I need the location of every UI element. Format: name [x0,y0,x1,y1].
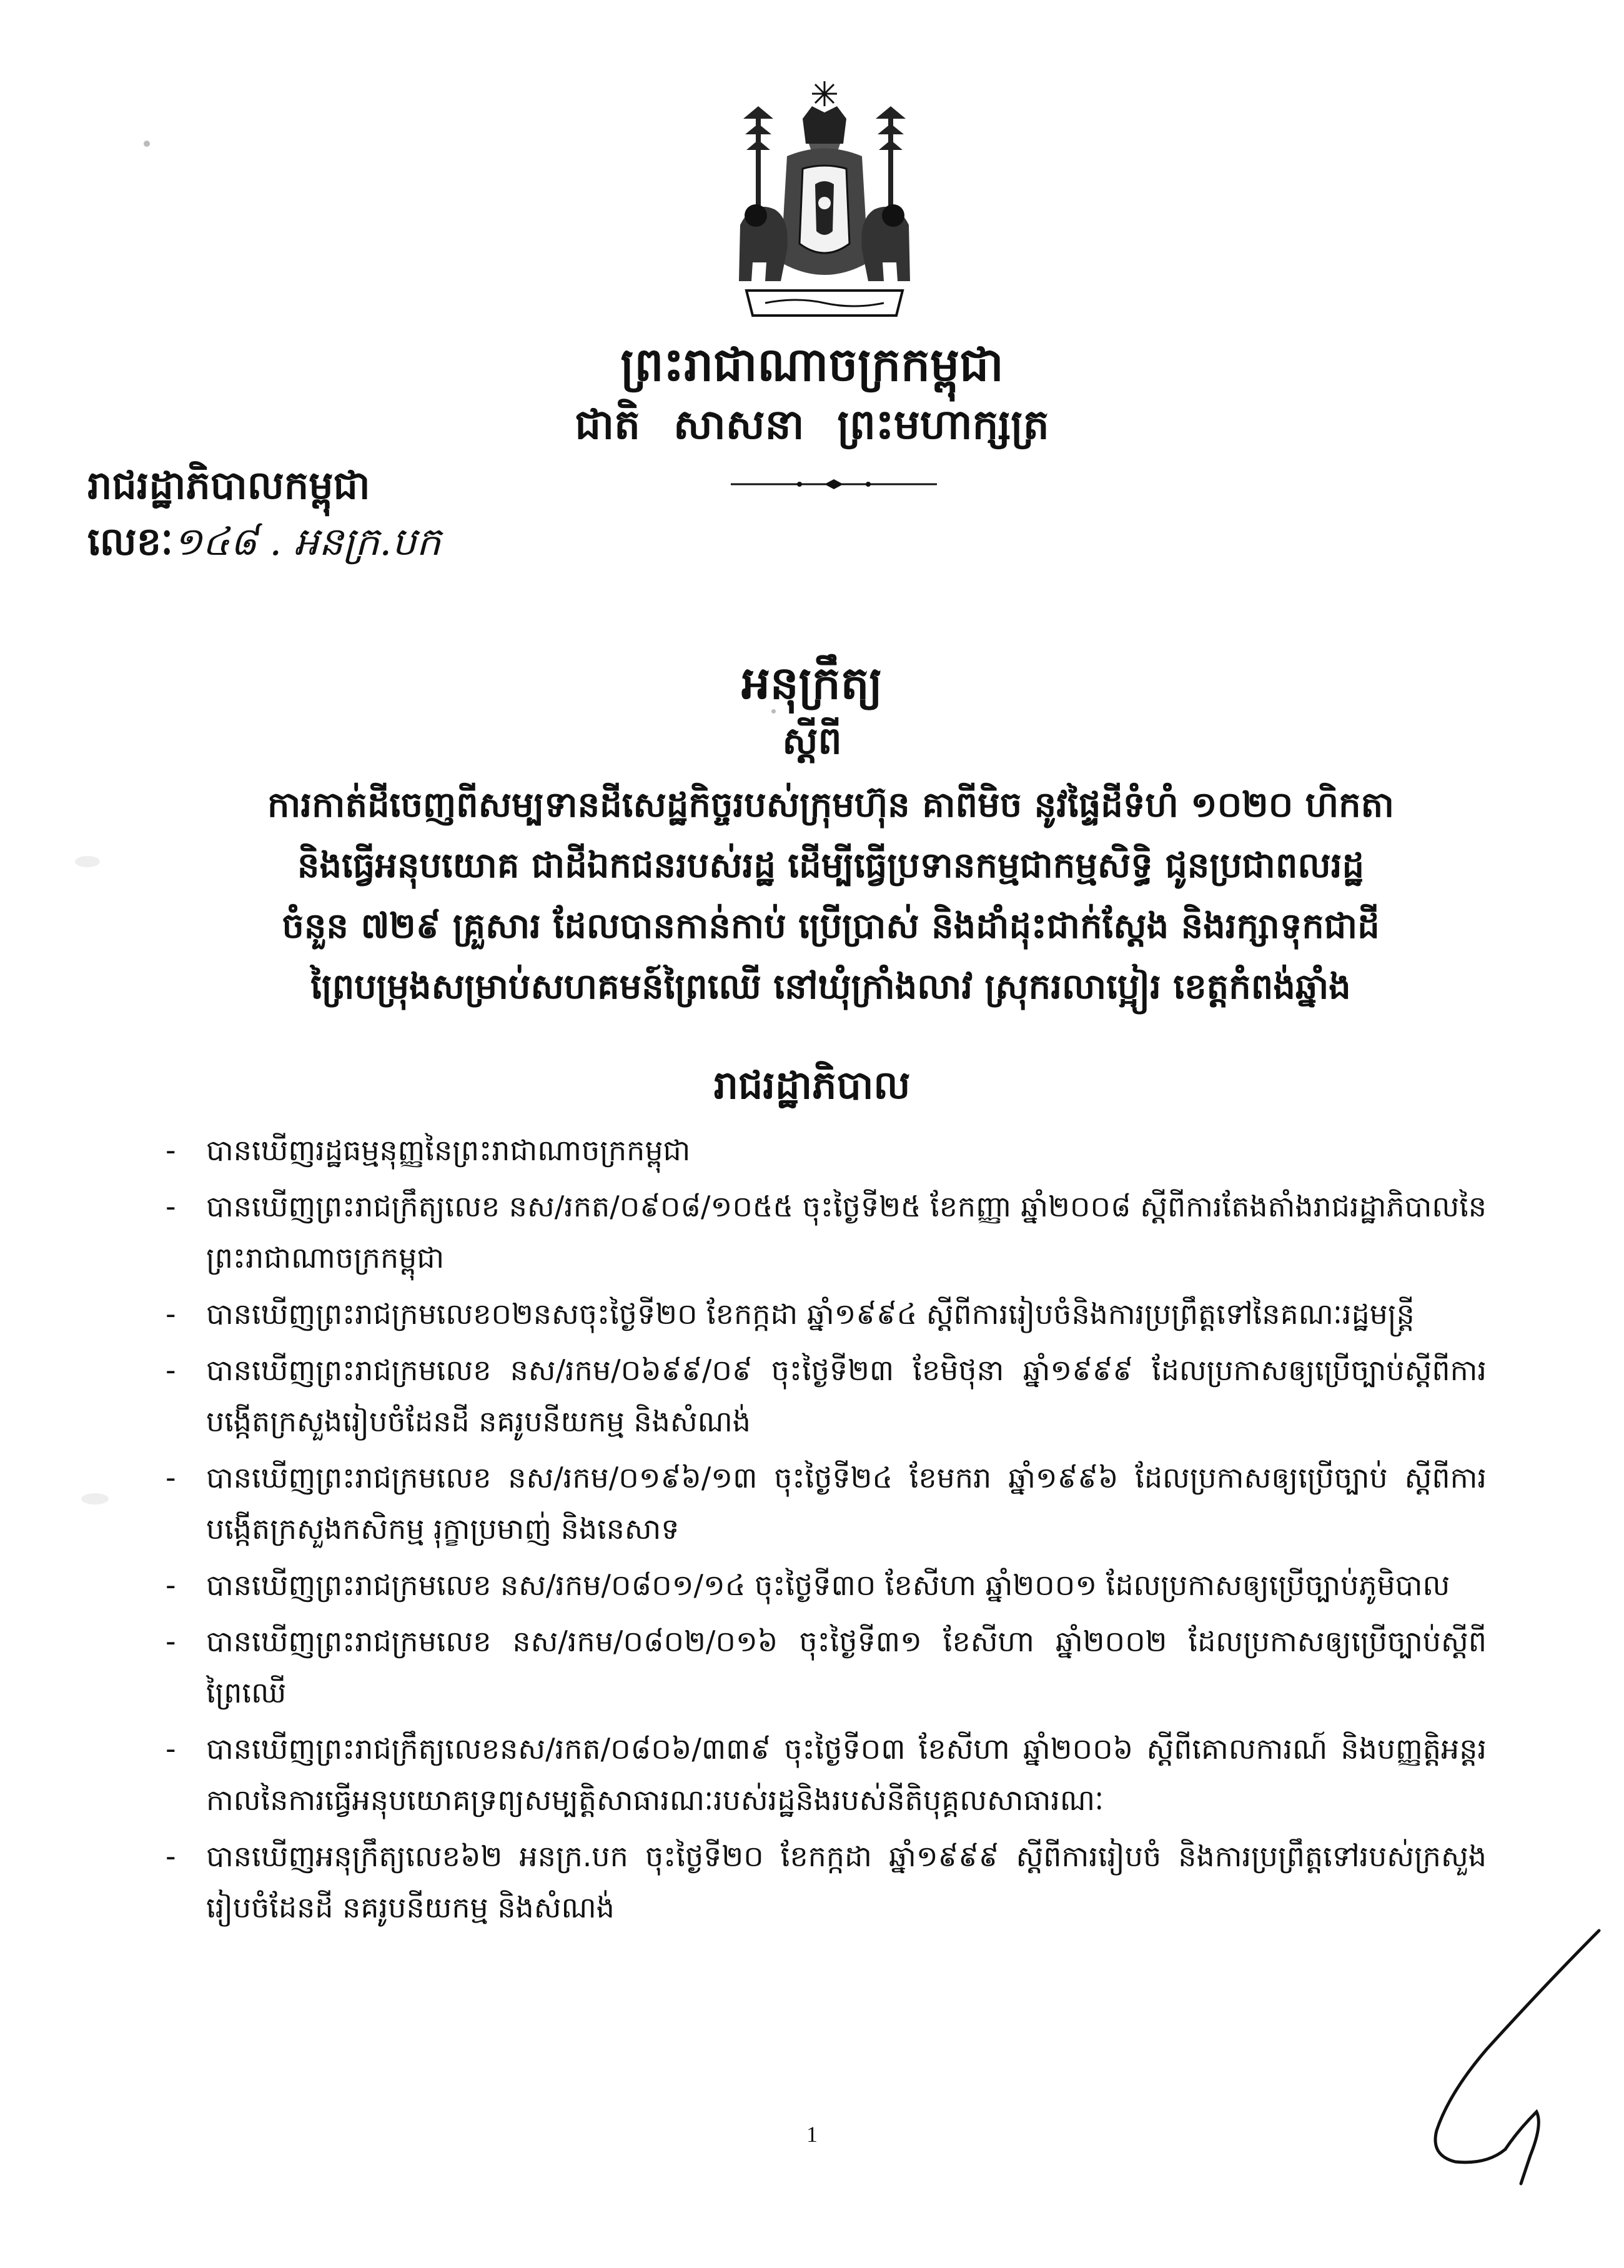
bullet-dash: - [166,1839,176,1873]
document-type: អនុក្រឹត្យ [741,657,883,709]
list-item [166,1723,1487,1826]
list-item [166,1452,1487,1554]
legal-references-list [166,1125,1487,1938]
subject-line: ព្រៃបម្រុងសម្រាប់សហគមន៍ព្រៃឈើ នៅឃុំក្រាំងលាវ ស្រុករលាប្អៀរ ខេត្តកំពង់ឆ្នាំង [310,967,1351,1007]
clause-text: បានឃើញព្រះរាជក្រមលេខ នស/រកម/០១៩៦/១៣ ចុះថ្ងៃទី២៤ ខែមករា ឆ្នាំ១៩៩៦ ដែលប្រកាសឲ្យប្រើច្បាប់ ស្តីពីការបង្កើតក្រសួងកសិកម្ម រុក្ខាប្រមាញ់ និងនេសាទ [206,1461,1487,1546]
document-subject [175,775,1487,1017]
list-item [166,1125,1487,1176]
clause-text: បានឃើញព្រះរាជក្រមលេខ នស/រកម/០៨០១/១៤ ចុះថ្ងៃទី៣០ ខែសីហា ឆ្នាំ២០០១ ដែលប្រកាសឲ្យប្រើច្បាប់ភូមិបាល [206,1568,1450,1602]
reference-prefix: លេខៈ [87,519,173,564]
list-item [166,1181,1487,1283]
scan-speck [144,141,150,147]
bullet-dash: - [166,1568,176,1602]
clause-text: បានឃើញព្រះរាជក្រមលេខ នស/រកម/០៨០២/០១៦ ចុះថ្ងៃទី៣១ ខែសីហា ឆ្នាំ២០០២ ដែលប្រកាសឲ្យប្រើច្បាប់ស្តីពីព្រៃឈើ [206,1624,1487,1709]
clause-text: បានឃើញព្រះរាជក្រមលេខ នស/រកម/០៦៩៩/០៩ ចុះថ្ងៃទី២៣ ខែមិថុនា ឆ្នាំ១៩៩៩ ដែលប្រកាសឲ្យប្រើច្បាប់ស្តីពីការបង្កើតក្រសួងរៀបចំដែនដី នគរូបនីយកម្ម និងសំណង់ [206,1353,1487,1438]
subject-line: ការកាត់ដីចេញពីសម្បទានដីសេដ្ឋកិច្ចរបស់ក្រុមហ៊ុន គាពីមិច នូវផ្ទៃដីទំហំ ១០២០ ហិកតា [267,785,1394,825]
bullet-dash: - [166,1353,176,1387]
reference-number [87,519,441,565]
scan-speck [771,709,776,714]
clause-text: បានឃើញព្រះរាជក្រមលេខ០២នសចុះថ្ងៃទី២០ ខែកក្កដា ឆ្នាំ១៩៩៤ ស្តីពីការរៀបចំនិងការប្រព្រឹត្តទៅនៃគណៈរដ្ឋមន្ត្រី [206,1297,1415,1331]
kingdom-name: ព្រះរាជាណាចក្រកម្ពុជា [620,338,1004,392]
scan-speck [75,856,100,867]
royal-coat-of-arms-icon [721,75,928,325]
bullet-dash: - [166,1133,176,1167]
bullet-dash: - [166,1624,176,1658]
clause-text: បានឃើញអនុក្រឹត្យលេខ៦២ អនក្រ.បក ចុះថ្ងៃទី២០ ខែកក្កដា ឆ្នាំ១៩៩៩ ស្តីពីការរៀបចំ និងការប្រព្រឹត្តទៅរបស់ក្រសួងរៀបចំដែនដី នគរូបនីយកម្ម និងសំណង់ [206,1839,1487,1924]
page-number: 1 [806,2122,818,2147]
bullet-dash: - [166,1732,176,1766]
subject-line: ចំនួន ៧២៩ គ្រួសារ ដែលបានកាន់កាប់ ប្រើប្រាស់ និងដាំដុះជាក់ស្តែង និងរក្សាទុកជាដី [282,906,1380,947]
bullet-dash: - [166,1297,176,1331]
clause-text: បានឃើញរដ្ឋធម្មនុញ្ញនៃព្រះរាជាណាចក្រកម្ពុជា [206,1133,691,1167]
bullet-dash: - [166,1461,176,1495]
list-item [166,1345,1487,1447]
subject-line: និងធ្វើអនុបយោគ ជាដីឯកជនរបស់រដ្ឋ ដើម្បីធ្វើប្រទានកម្មជាកម្មសិទ្ធិ ជូនប្រជាពលរដ្ឋ [297,845,1365,886]
regarding-label: ស្តីពី [782,719,842,763]
government-heading: រាជរដ្ឋាភិបាល [713,1062,911,1108]
signature-mark-icon [1412,1924,1612,2187]
list-item [166,1288,1487,1340]
clause-text: បានឃើញព្រះរាជក្រឹត្យលេខនស/រកត/០៨០៦/៣៣៩ ចុះថ្ងៃទី០៣ ខែសីហា ឆ្នាំ២០០៦ ស្តីពីគោលការណ៍ និងបញ្ញត្តិអន្តរកាលនៃការធ្វើអនុបយោគទ្រព្យសម្បត្តិសាធារណៈរបស់រដ្ឋនិងរបស់នីតិបុគ្គលសាធារណៈ [206,1732,1487,1817]
list-item [166,1616,1487,1718]
issuer-name: រាជរដ្ឋាភិបាលកម្ពុជា [87,462,370,508]
reference-handwritten: ១៤៨ . អនក្រ.បក [173,519,441,564]
list-item [166,1559,1487,1611]
list-item [166,1831,1487,1933]
national-motto: ជាតិ សាសនា ព្រះមហាក្សត្រ [575,400,1049,449]
clause-text: បានឃើញព្រះរាជក្រឹត្យលេខ នស/រកត/០៩០៨/១០៥៥ ចុះថ្ងៃទី២៥ ខែកញ្ញា ឆ្នាំ២០០៨ ស្តីពីការតែងតាំងរាជរដ្ឋាភិបាលនៃព្រះរាជាណាចក្រកម្ពុជា [206,1190,1487,1275]
ornament-divider-icon [731,478,937,490]
scan-speck [81,1493,109,1505]
bullet-dash: - [166,1190,176,1223]
